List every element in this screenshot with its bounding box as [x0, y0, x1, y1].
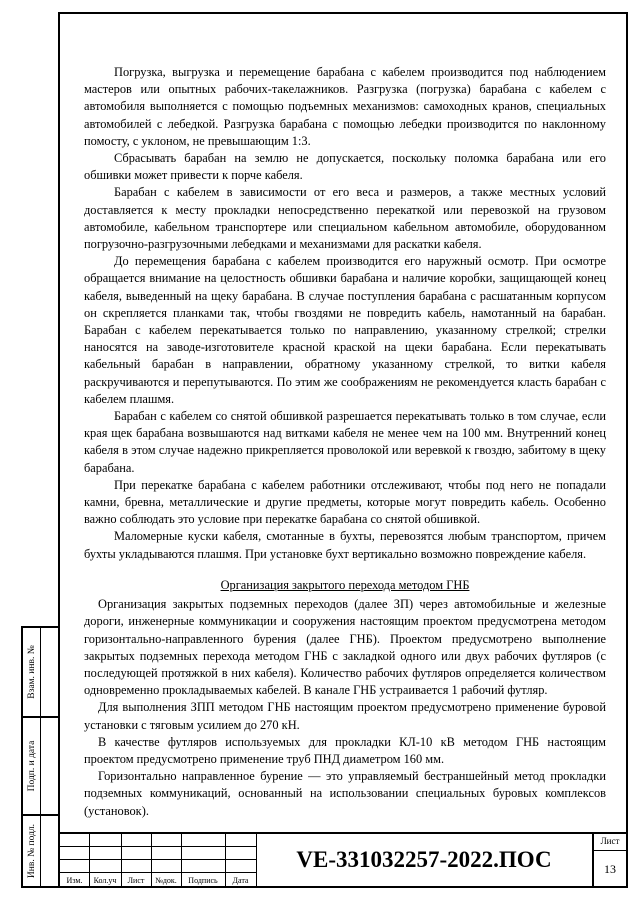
label-vzam-inv: Взам. инв. № [26, 645, 37, 699]
section-paragraph: Для выполнения ЗПП методом ГНБ настоящим проектом предусмотрено применение буровой установки с тяговым усилием до 270 кН. [84, 700, 606, 732]
paragraph: Погрузка, выгрузка и перемещение барабана с кабелем производится под наблюдением мастеров или опытных рабочих-такелажников. Разгрузка (погрузка) барабана с кабелем с автомобиля выполняется с помощью подъемных механизмов: самоходных кранов, специальных автомобилей с лебедкой. Разгрузка барабана с помощью лебедки производится по наклонному помосту, с уклоном, не превышающим 1:3. [84, 65, 606, 148]
col-podpis: Подпись [188, 876, 218, 885]
col-list: Лист [127, 876, 145, 885]
paragraph: Барабан с кабелем со снятой обшивкой разрешается перекатывать только в том случае, если края щек барабана возвышаются над витками кабеля не менее чем на 100 мм. Внутренний конец кабеля в этом случае надежно прикрепляется проволокой или веревкой к гвоздю, забитому в щеку барабана. [84, 409, 606, 475]
sheet-label: Лист [600, 836, 620, 846]
label-inv-podl: Инв. № подл. [26, 823, 37, 879]
binding-strip-vzam [21, 626, 58, 718]
document-body [84, 64, 606, 820]
section-paragraph: В качестве футляров используемых для прокладки КЛ-10 кВ методом ГНБ настоящим проектом предусмотрено применение труб ПНД диаметром 160 мм. [84, 734, 606, 766]
binding-strip-inv [21, 814, 58, 888]
title-block [60, 832, 626, 886]
col-kol-uch: Кол.уч [93, 876, 117, 885]
document-number: VE-331032257-2022.ПОС [296, 847, 552, 872]
paragraph: До перемещения барабана с кабелем производится его наружный осмотр. При осмотре обращается внимание на целостность обшивки барабана и наличие коробки, защищающей конец кабеля, выведенный на щеку барабана. В случае поступления барабана с расшатанным корпусом он скрепляется планками так, чтобы гвоздями не повредить кабель, намотанный на барабан. Барабан с кабелем перекатывается только по направлению, указанному стрелкой; стрелки наносятся на заводе-изготовителе красной краской на щеки барабана. Если перекатывать кабельный барабан в направлении, обратному указанному стрелкой, то витки кабеля раскручиваются и перепутываются. По этим же соображениям не рекомендуется класть барабан с кабелем плашмя. [84, 254, 606, 406]
paragraph: Барабан с кабелем в зависимости от его веса и размеров, а также местных условий доставляется к месту прокладки непосредственно перекаткой или перевозкой на грузовом автомобиле, кабельном транспортере или специальном кабельном автомобиле, оборудованном погрузочно-разгрузочными лебедками и механизмами для раскатки кабеля. [84, 185, 606, 252]
paragraph: При перекатке барабана с кабелем работники отслеживают, чтобы под него не попадали камни, бревна, металлические и другие предметы, которые могут повредить кабель. Особенно важно соблюдать это условие при перекатке барабана со снятой обшивкой. [84, 477, 606, 527]
section-paragraph: Организация закрытых подземных переходов (далее ЗП) через автомобильные и железные дороги, инженерные коммуникации и сооружения настоящим проектом предусмотрена методом горизонтально-направленного бурения (далее ГНБ). Проектом предусмотрено выполнение закрытых подземных перехода методом ГНБ с закладкой одного или двух рабочих футляров (с последующей протяжкой в них кабеля). Количество рабочих футляров определяется количеством одновременно прокладываемых кабелей. В канале ГНБ устраивается 1 рабочий футляр. [84, 597, 606, 698]
page-frame [58, 12, 628, 888]
sheet-number: 13 [604, 862, 616, 876]
sheet-box [592, 834, 626, 886]
paragraph: Сбрасывать барабан на землю не допускается, поскольку поломка барабана или его обшивки может привести к порче кабеля. [84, 151, 606, 183]
section-paragraph: Горизонтально направленное бурение — это управляемый бестраншейный метод прокладки подземных коммуникаций, основанный на использовании специальных буровых комплексов (установок). [84, 769, 606, 818]
paragraph: Маломерные куски кабеля, смотанные в бухты, перевозятся любым транспортом, причем бухты укладываются плашмя. При установке бухт вертикально возможно повреждение кабеля. [84, 529, 606, 561]
section-heading: Организация закрытого перехода методом ГНБ [220, 577, 470, 592]
col-data: Дата [232, 876, 249, 885]
label-podp-data: Подп. и дата [26, 740, 37, 792]
binding-strip-podp [21, 716, 58, 816]
revision-grid [60, 834, 256, 886]
col-izm: Изм. [66, 876, 83, 885]
col-ndok: №док. [155, 876, 177, 885]
